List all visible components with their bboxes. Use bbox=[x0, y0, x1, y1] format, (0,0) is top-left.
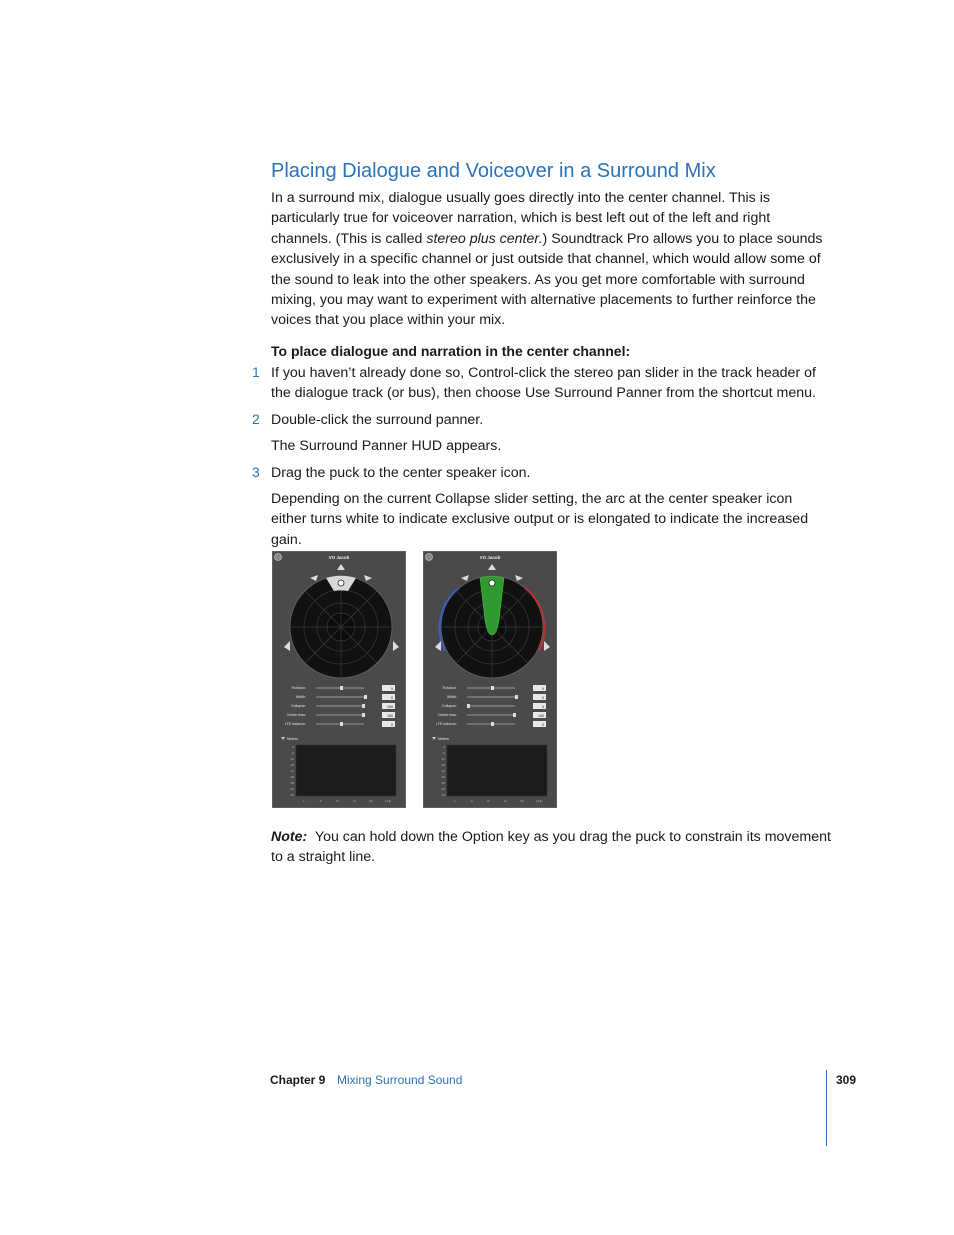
meters-area bbox=[447, 745, 547, 796]
meter-scale-label: -24 bbox=[289, 769, 294, 773]
step-number-3: 3 bbox=[252, 464, 260, 480]
meter-scale-label: -54 bbox=[289, 793, 294, 797]
meter-scale-label: -6 bbox=[291, 751, 294, 755]
puck[interactable] bbox=[338, 580, 344, 586]
meter-channel-label: LFE bbox=[385, 799, 391, 803]
panner-dial[interactable] bbox=[290, 576, 392, 678]
meter-channel-label: L bbox=[454, 799, 456, 803]
rotation-value[interactable]: 0 bbox=[542, 687, 544, 691]
lfe-balance-thumb[interactable] bbox=[340, 722, 343, 726]
close-icon[interactable] bbox=[426, 554, 433, 561]
step-text-3: Drag the puck to the center speaker icon. bbox=[271, 465, 531, 481]
step-number-1: 1 bbox=[252, 364, 260, 380]
rotation-value[interactable]: 0 bbox=[391, 687, 393, 691]
lfe-balance-label: LFE balance: bbox=[284, 722, 306, 726]
step-text-1: If you haven’t already done so, Control-click the stereo pan slider in the track header of the dialogue track (or bus), then choose Use Surround Panner from the shortcut menu. bbox=[271, 365, 816, 402]
note-text: You can hold down the Option key as you drag the puck to constrain its movement to a straight line. bbox=[271, 829, 831, 866]
footer-chapter: Chapter 9 bbox=[270, 1073, 326, 1087]
panner-dial[interactable] bbox=[440, 576, 545, 678]
collapse-label: Collapse: bbox=[442, 704, 457, 708]
center-bias-thumb[interactable] bbox=[362, 713, 365, 717]
center-bias-value[interactable]: 100 bbox=[538, 714, 544, 718]
page-number: 309 bbox=[836, 1073, 857, 1087]
meter-scale-label: -30 bbox=[440, 775, 445, 779]
intro-text-2: ) Soundtrack Pro allows you to place sounds exclusively in a specific channel or just outside that channel, which would allow some of the sound to leak into the other speakers. As you get more comfortable with surround mixing, you may want to experiment with alternative placements to further reinforce the voices that you place within your mix. bbox=[271, 230, 823, 329]
meter-scale-label: -42 bbox=[289, 787, 294, 791]
footer-section: Mixing Surround Sound bbox=[337, 1073, 463, 1087]
center-bias-label: Center bias: bbox=[437, 713, 457, 717]
close-icon[interactable] bbox=[275, 554, 282, 561]
width-label: Width: bbox=[295, 695, 306, 699]
hud-title: VO Jacob bbox=[479, 555, 501, 560]
meter-channel-label: C bbox=[319, 799, 322, 803]
meter-scale-label: -30 bbox=[289, 775, 294, 779]
meter-channel-label: L bbox=[303, 799, 305, 803]
rotation-label: Rotation: bbox=[291, 686, 306, 690]
task-title: To place dialogue and narration in the center channel: bbox=[271, 343, 631, 359]
meter-scale-label: -18 bbox=[440, 763, 445, 767]
meter-channel-label: R bbox=[336, 799, 339, 803]
intro-paragraph bbox=[271, 188, 831, 331]
meters-label: Meters bbox=[438, 737, 449, 741]
note-paragraph bbox=[271, 827, 831, 868]
meter-channel-label: C bbox=[470, 799, 473, 803]
rotation-thumb[interactable] bbox=[340, 686, 343, 690]
hud-title: VO Jacob bbox=[328, 555, 350, 560]
meter-scale-label: -36 bbox=[289, 781, 294, 785]
collapse-value[interactable]: 100 bbox=[387, 705, 393, 709]
intro-emphasis: stereo plus center. bbox=[426, 230, 543, 247]
collapse-label: Collapse: bbox=[291, 704, 306, 708]
collapse-thumb[interactable] bbox=[362, 704, 365, 708]
note-label: Note: bbox=[271, 829, 308, 845]
section-heading: Placing Dialogue and Voiceover in a Surround Mix bbox=[271, 160, 716, 182]
lfe-balance-value[interactable]: 0 bbox=[391, 723, 393, 727]
rotation-label: Rotation: bbox=[442, 686, 457, 690]
width-label: Width: bbox=[446, 695, 457, 699]
meter-scale-label: -24 bbox=[440, 769, 445, 773]
meter-scale-label: 0 bbox=[292, 745, 294, 749]
intro-text-1: In a surround mix, dialogue usually goes directly into the center channel. This is particularly true for voiceover narration, which is best left out of the left and right channels. (This is called bbox=[271, 190, 771, 247]
center-bias-label: Center bias: bbox=[286, 713, 306, 717]
meter-channel-label: Rs bbox=[520, 799, 525, 803]
collapse-thumb[interactable] bbox=[467, 704, 470, 708]
meter-channel-label: Ls bbox=[503, 799, 507, 803]
step-result-3: Depending on the current Collapse slider setting, the arc at the center speaker icon either turns white to indicate exclusive output or is elongated to indicate the increased gain. bbox=[271, 491, 809, 548]
meter-scale-label: 0 bbox=[443, 745, 445, 749]
width-value[interactable]: 0 bbox=[391, 696, 393, 700]
step-number-2: 2 bbox=[252, 411, 260, 427]
meter-scale-label: -54 bbox=[440, 793, 445, 797]
width-value[interactable]: 0 bbox=[542, 696, 544, 700]
center-bias-value[interactable]: 100 bbox=[387, 714, 393, 718]
meters-area bbox=[296, 745, 396, 796]
meter-scale-label: -12 bbox=[440, 757, 445, 761]
meters-label: Meters bbox=[287, 737, 298, 741]
footer-divider bbox=[826, 1070, 827, 1146]
meter-scale-label: -18 bbox=[289, 763, 294, 767]
lfe-balance-label: LFE balance: bbox=[435, 722, 457, 726]
meter-scale-label: -6 bbox=[442, 751, 445, 755]
lfe-balance-thumb[interactable] bbox=[491, 722, 494, 726]
width-thumb[interactable] bbox=[515, 695, 518, 699]
surround-panner-hud-exclusive bbox=[272, 551, 406, 808]
meter-scale-label: -36 bbox=[440, 781, 445, 785]
meter-scale-label: -12 bbox=[289, 757, 294, 761]
meter-channel-label: Rs bbox=[369, 799, 374, 803]
width-thumb[interactable] bbox=[364, 695, 367, 699]
meter-channel-label: LFE bbox=[536, 799, 542, 803]
surround-panner-hud-gain bbox=[423, 551, 557, 808]
rotation-thumb[interactable] bbox=[491, 686, 494, 690]
collapse-value[interactable]: 0 bbox=[542, 705, 544, 709]
center-bias-thumb[interactable] bbox=[513, 713, 516, 717]
meter-channel-label: R bbox=[487, 799, 490, 803]
puck[interactable] bbox=[489, 580, 495, 586]
meter-channel-label: Ls bbox=[352, 799, 356, 803]
meter-scale-label: -42 bbox=[440, 787, 445, 791]
lfe-balance-value[interactable]: 0 bbox=[542, 723, 544, 727]
step-result-2: The Surround Panner HUD appears. bbox=[271, 438, 502, 454]
step-text-2: Double-click the surround panner. bbox=[271, 412, 484, 428]
